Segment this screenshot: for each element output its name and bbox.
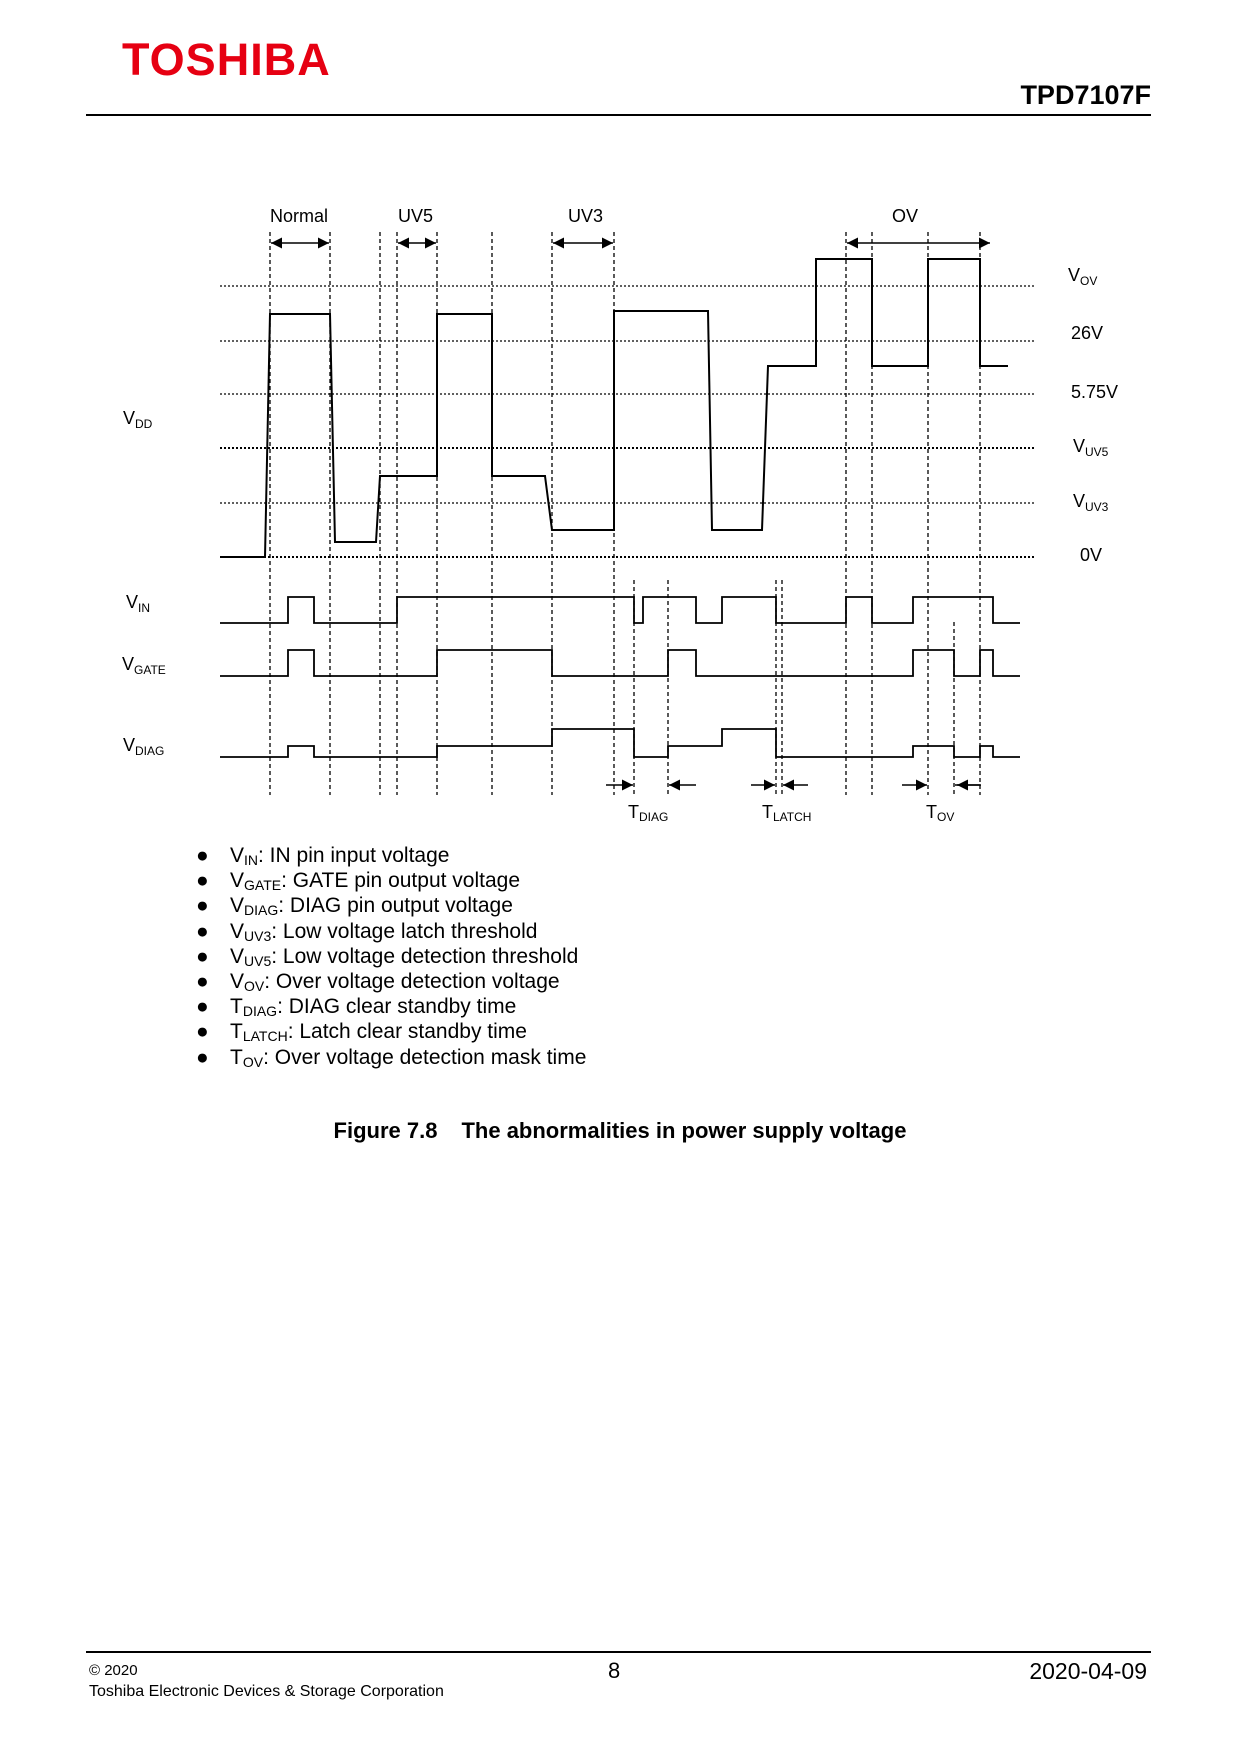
legend-item-vuv5: ● $V_{UV5}$: Low voltage detection threshold [196,944,579,969]
signal-label-vin: $V_{IN}$ [126,592,151,615]
legend-item-vuv3: ● $V_{UV3}$: Low voltage latch threshold [196,919,538,944]
footer-rule [86,1651,1151,1653]
time-markers [270,232,980,795]
footer-company: Toshiba Electronic Devices & Storage Corporation [89,1683,444,1700]
figure-caption [0,1118,1240,1144]
mode-label-ov: OV [892,206,919,226]
legend-list [196,843,586,1070]
legend-item-vdiag: ● $V_{DIAG}$: DIAG pin output voltage [196,894,513,919]
vin-waveform [220,597,1020,623]
level-label-575v: 5.75V [1071,382,1119,402]
legend-item-tlatch: ● $T_{LATCH}$: Latch clear standby time [196,1020,527,1045]
timing-label-tlatch: TLATCH [762,802,812,824]
mode-label-normal: Normal [270,206,329,226]
legend-item-vgate: ● $V_{GATE}$: GATE pin output voltage [196,869,521,894]
signal-label-vdiag: $V_{DIAG}$ [123,735,165,758]
level-lines [220,286,1035,557]
legend-item-vin: ● $V_{IN}$: IN pin input voltage [196,844,450,868]
signal-label-vdd: $V_{DD}$ [123,408,153,431]
footer-date: 2020-04-09 [1029,1658,1147,1684]
level-label-vuv3: $V_{UV3}$ [1073,491,1109,514]
timing-label-tdiag: TDIAG [628,802,669,824]
legend-item-vov: ● $V_{OV}$: Over voltage detection voltage [196,969,560,994]
vdiag-waveform [220,729,1020,757]
toshiba-logo: TOSHIBA [122,34,331,85]
vgate-waveform [220,650,1020,676]
page-number: 8 [608,1658,621,1683]
timing-diagram [0,0,1240,840]
legend-item-tov: ● $T_{OV}$: Over voltage detection mask time [196,1045,587,1070]
timing-label-tov: TOV [926,802,955,824]
level-label-vuv5: $V_{UV5}$ [1073,436,1109,459]
legend-item-tdiag: ● $T_{DIAG}$: DIAG clear standby time [196,995,517,1020]
level-label-0v: 0V [1080,545,1103,565]
figure-number: Figure 7.8 [333,1118,438,1143]
mode-label-uv5: UV5 [398,206,434,226]
signal-label-vgate: $V_{GATE}$ [122,654,166,677]
mode-label-uv3: UV3 [568,206,604,226]
figure-title: The abnormalities in power supply voltage [461,1118,907,1143]
footer-copyright: © 2020 [89,1662,138,1679]
level-label-26v: 26V [1071,323,1104,343]
part-number: TPD7107F [1020,80,1151,110]
level-label-vov: $V_{OV}$ [1068,265,1098,288]
